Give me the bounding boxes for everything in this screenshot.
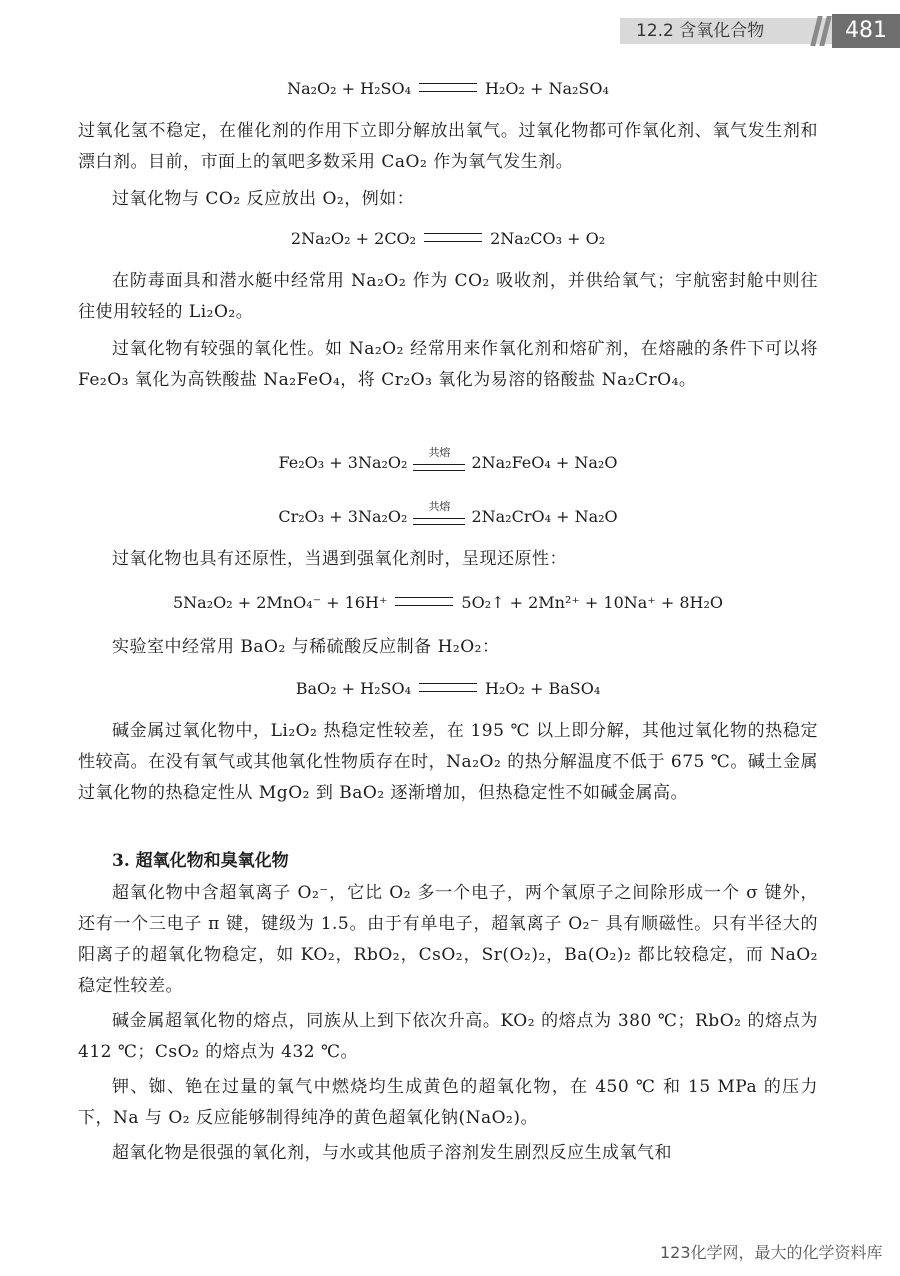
equation-rhs: 2Na₂FeO₄ + Na₂O (471, 453, 618, 472)
equation-lhs: BaO₂ + H₂SO₄ (295, 679, 411, 698)
equation-rhs: 2Na₂CO₃ + O₂ (490, 229, 606, 248)
equation-lhs: 2Na₂O₂ + 2CO₂ (290, 229, 417, 248)
equation-lhs: Cr₂O₃ + 3Na₂O₂ (278, 507, 408, 526)
section-title: 12.2 含氧化合物 (636, 21, 765, 41)
paragraph-10: 钾、铷、铯在过量的氧气中燃烧均生成黄色的超氧化物，在 450 ℃ 和 15 MPa 的压力下，Na 与 O₂ 反应能够制得纯净的黄色超氧化钠(NaO₂)。 (78, 1077, 818, 1128)
equation-rhs: H₂O₂ + Na₂SO₄ (485, 79, 609, 98)
reaction-condition: 共熔 (428, 499, 451, 513)
paragraph-2: 过氧化物与 CO₂ 反应放出 O₂，例如： (112, 189, 415, 209)
equation-6 (78, 676, 818, 702)
paragraph-6: 实验室中经常用 BaO₂ 与稀硫酸反应制备 H₂O₂： (112, 637, 500, 657)
equation-lhs: Na₂O₂ + H₂SO₄ (287, 79, 411, 98)
equation-lhs: 5Na₂O₂ + 2MnO₄⁻ + 16H⁺ (172, 593, 388, 612)
paragraph-4: 过氧化物有较强的氧化性。如 Na₂O₂ 经常用来作氧化剂和熔矿剂，在熔融的条件下可以将 Fe₂O₃ 氧化为高铁酸盐 Na₂FeO₄，将 Cr₂O₃ 氧化为易溶的铬酸盐 Na₂CrO₄。 (78, 339, 818, 390)
equation-3 (78, 445, 818, 477)
equation-rhs: 5O₂↑ + 2Mn²⁺ + 10Na⁺ + 8H₂O (461, 593, 723, 612)
paragraph-1: 过氧化氢不稳定，在催化剂的作用下立即分解放出氧气。过氧化物都可作氧化剂、氧气发生剂和漂白剂。目前，市面上的氧吧多数采用 CaO₂ 作为氧气发生剂。 (78, 121, 818, 172)
equation-1 (78, 76, 818, 102)
paragraph-8: 超氧化物中含超氧离子 O₂⁻，它比 O₂ 多一个电子，两个氧原子之间除形成一个 σ 键外，还有一个三电子 π 键，键级为 1.5。由于有单电子，超氧离子 O₂⁻ 具有顺磁性。只有半径大的阳离子的超氧化物稳定，如 KO₂，RbO₂，CsO₂，Sr(O₂)₂，Ba(O₂)₂ 都比较稳定，而 NaO₂ 稳定性较差。 (78, 883, 818, 996)
paragraph-7: 碱金属过氧化物中，Li₂O₂ 热稳定性较差，在 195 ℃ 以上即分解，其他过氧化物的热稳定性较高。在没有氧气或其他氧化性物质存在时，Na₂O₂ 的热分解温度不低于 675 ℃。碱土金属过氧化物的热稳定性从 MgO₂ 到 BaO₂ 逐渐增加，但热稳定性不如碱金属高。 (78, 721, 818, 803)
equals-arrow-with-condition (411, 499, 467, 531)
equation-rhs: 2Na₂CrO₄ + Na₂O (471, 507, 618, 526)
page-number: 481 (832, 14, 900, 48)
equals-arrow (424, 233, 482, 242)
equals-arrow (395, 597, 453, 606)
section-heading: 3. 超氧化物和臭氧化物 (112, 851, 289, 871)
equation-lhs: Fe₂O₃ + 3Na₂O₂ (278, 453, 408, 472)
equals-arrow (419, 83, 477, 92)
equals-arrow (419, 683, 477, 692)
equation-2 (78, 226, 818, 252)
watermark-text: 123化学网，最大的化学资料库 (660, 1243, 883, 1262)
equation-rhs: H₂O₂ + BaSO₄ (485, 679, 601, 698)
equation-4 (78, 499, 818, 531)
paragraph-5: 过氧化物也具有还原性，当遇到强氧化剂时，呈现还原性： (112, 549, 567, 569)
equation-5 (78, 590, 818, 616)
paragraph-9: 碱金属超氧化物的熔点，同族从上到下依次升高。KO₂ 的熔点为 380 ℃；RbO₂ 的熔点为 412 ℃；CsO₂ 的熔点为 432 ℃。 (78, 1011, 818, 1062)
equals-arrow-with-condition (411, 445, 467, 477)
paragraph-11: 超氧化物是很强的氧化剂，与水或其他质子溶剂发生剧烈反应生成氧气和 (112, 1143, 672, 1163)
reaction-condition: 共熔 (428, 445, 451, 459)
paragraph-3: 在防毒面具和潜水艇中经常用 Na₂O₂ 作为 CO₂ 吸收剂，并供给氧气；宇航密封舱中则往往使用较轻的 Li₂O₂。 (78, 271, 818, 322)
